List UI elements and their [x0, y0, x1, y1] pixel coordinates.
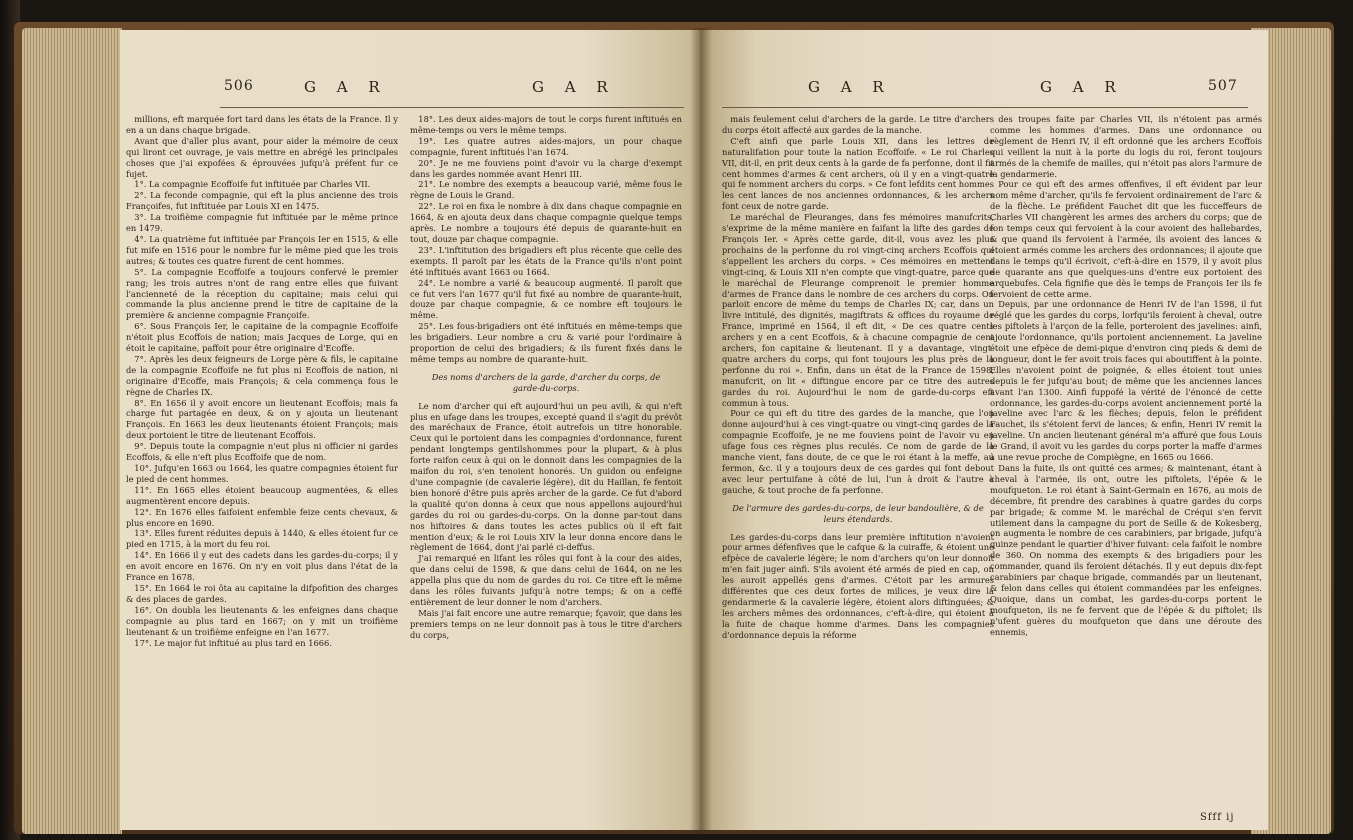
- paragraph: 8°. En 1656 il y avoit encore un lieutenant Ecoffois; mais fa charge fut partagée en deux, & on y ajouta un lieutenant François. En 1663 les deux lieutenants étoient François; mais deux portoient le titre de lieutenant Ecoffois.: [126, 397, 398, 441]
- paragraph: Le maréchal de Fleuranges, dans fes mémoires manufcrits, s'exprime de la même manière en faifant la lifte des gardes de François Ier. « Après cette garde, dit-il, vous avez les plus prochains de la perfonne du roi vingt-cinq archers Ecoffois qui s'appellent les archers du corps. » Ces mémoires en mettent vingt-cinq, & Louis XII n'en compte que vingt-quatre, parce que le maréchal de Fleurange comprenoit le premier homme d'armes de France dans le nombre de ces archers du corps. On parloit encore de même du temps de Charles IX; car, dans un livre intitulé, des dignités, magiftrats & offices du royaume de France, imprimé en 1564, il eft dit, « De ces quatre cents archers y en a cent Ecoffois, & à chacune compagnie de cent archers, fon capitaine & lieutenant. Il y a davantage, vingt-quatre archers du corps, qui font toujours les plus près de la perfonne du roi ». Enfin, dans un état de la France de 1598, manufcrit, on lit « diftingue encore par ce titre des autres gardes du roi. Aujourd'hui le nom de garde-du-corps eft commun à tous.: [722, 212, 994, 408]
- paragraph: 6°. Sous François Ier, le capitaine de la compagnie Ecoffoife n'étoit plus Ecoffois de nation; mais Jacques de Lorge, qui en étoit le capitaine, paffoit pour être originaire d'Ecoffe.: [126, 321, 398, 354]
- paragraph: 17°. Le major fut inftitué au plus tard en 1666.: [134, 637, 332, 648]
- paragraph: Le nom d'archer qui eft aujourd'hui un peu avili, & qui n'eft plus en ufage dans les troupes, excepté quand il s'agit du prévôt des maréchaux de France, étoit autrefois un titre honorable. Ceux qui le portoient dans les compagnies d'ordonnance, furent pendant longtemps gentilshommes pour la plupart, & à plus forte raifon ceux à qui on le donnoit dans les compagnies de la maifon du roi, s'en tenoient honorés. Un guidon ou enfeigne d'une compagnie (de cavalerie légère), dit du Haillan, fe fentoit bien honoré d'être puis après archer de la garde. Ce fut d'abord la qualité qu'on donna à ceux que nous appellons aujourd'hui gardes du roi ou gardes-du-corps. On la donne par-tout dans nos hiftoires & dans toutes les actes publics où il eft fait mention d'eux; & le roi Louis XIV la leur donna encore dans le règlement de 1664, dont j'ai parlé ci-deffus.: [410, 400, 682, 553]
- paragraph: Les gardes-du-corps dans leur première inftitution n'avoient pour armes défenfives que le cafque & la cuiraffe, & étoient une efpèce de cavalerie légère; le nom d'archers qu'on leur donnoit m'en fait juger ainfi. S'ils avoient été armés de pied en cap, on les auroit appellés gens d'armes. C'étoit par les armures différentes que ces deux fortes de milices, je veux dire la gendarmerie & la cavalerie légère, étoient alors diftinguées; & les archers mêmes des ordonnances, c'eft-à-dire, qui étoient à la fuite de chaque homme d'armes. Dans les compagnies d'ordonnance depuis la réforme: [722, 531, 994, 640]
- running-head-left-b: G A R: [532, 78, 616, 96]
- paragraph: mais feulement celui d'archers de la garde. Le titre d'archers du corps étoit affecté aux gardes de la manche.: [722, 114, 994, 135]
- paragraph: 18°. Les deux aides-majors de tout le corps furent inftitués en même-temps ou vers le même temps.: [410, 114, 682, 135]
- paragraph: 1°. La compagnie Ecoffoife fut inftituée par Charles VII.: [134, 179, 371, 190]
- paragraph: 9°. Depuis toute la compagnie n'eut plus ni officier ni gardes Ecoffois, & elle n'eft plus Ecoffoife que de nom.: [126, 441, 398, 463]
- paragraph: Mais j'ai fait encore une autre remarque; fçavoir, que dans les premiers temps on ne leur donnoit pas à tous le titre d'archers du corps,: [410, 607, 682, 640]
- running-head-right-a: G A R: [808, 78, 892, 96]
- right-page: [700, 30, 1268, 830]
- paragraph: 5°. La compagnie Ecoffoife a toujours confervé le premier rang; les trois autres n'ont de rang entre elles que fuivant l'ancienneté de la réception du capitaine; mais celui qui commande la plus ancienne prend le titre de capitaine de la première & ancienne compagnie Françoife.: [126, 266, 398, 321]
- header-rule-right: [722, 107, 1248, 108]
- paragraph: 2°. La feconde compagnie, qui eft la plus ancienne des trois Françoifes, fut inftituée par Louis XI en 1475.: [126, 190, 398, 212]
- paragraph: 21°. Le nombre des exempts a beaucoup varié, même fous le règne de Louis le Grand.: [410, 179, 682, 201]
- paragraph: 16°. On doubla les lieutenants & les enfeignes dans chaque compagnie au plus tard en 1667; on y mit un troifième lieutenant & un troifième enfeigne en l'an 1677.: [126, 604, 398, 637]
- paragraph: Avant que d'aller plus avant, pour aider la mémoire de ceux qui liront cet ouvrage, je vais mettre en abrégé les principales choses que j'ai expofées & éprouvées jufqu'à préfent fur ce fujet.: [126, 135, 398, 179]
- paragraph: J'ai remarqué en lifant les rôles qui font à la cour des aides, que dans celui de 1598, & que dans celui de 1644, on ne les appella plus que du nom de gardes du roi. Ce titre eft le même dans les rôles fuivants jufqu'à notre temps; & on a ceffé entièrement de leur donner le nom d'archers.: [410, 553, 682, 607]
- paragraph: 4°. La quatrième fut inftituée par François Ier en 1515, & elle fut mife en 1516 pour le nombre fur le même pied que les trois autres; & toutes ces quatre furent de cent hommes.: [126, 233, 398, 266]
- catchword: Sfff ij: [1200, 812, 1235, 823]
- left-column-1: [126, 114, 398, 822]
- paragraph: De l'armure des gardes-du-corps, de leur bandoulière, & de leurs étendards.: [732, 502, 984, 524]
- paragraph: des troupes faite par Charles VII, ils n'étoient pas armés comme les hommes d'armes. Dans une ordonnance ou règlement de Henri IV, il eft ordonné que les archers Ecoffois qui veillent la nuit à la porte du logis du roi, feront toujours armés de la chemife de mailles, qui n'étoit pas alors l'armure de la gendarmerie.: [990, 114, 1262, 179]
- paragraph: 22°. Le roi en fixa le nombre à dix dans chaque compagnie en 1664, & en ajouta deux dans chaque compagnie quelque temps après. Le nombre a toujours été depuis de quarante-huit en tout, douze par chaque compagnie.: [410, 201, 682, 244]
- right-column-1: [722, 114, 994, 822]
- paragraph: Pour ce qui eft des armes offenfives, il eft évident par leur nom même d'archer, qu'ils fe fervoient ordinairement de l'arc & de la flèche. Le préfident Fauchet dit que les fucceffeurs de Charles VII changèrent les armes des archers du corps; que de fon temps ceux qui fervoient à la cour avoient des hallebardes, & que quand ils fervoient à l'armée, ils avoient des lances & étoient armés comme les archers des ordonnances; il ajoute que dans le temps qu'il écrivoit, c'eft-à-dire en 1579, il y avoit plus de quarante ans que quelques-uns d'entre eux portoient des arquebufes. Cela fignifie que dès le temps de François Ier ils fe fervoient de cette arme.: [990, 179, 1262, 299]
- running-head-right-b: G A R: [1040, 78, 1124, 96]
- left-column-2: [410, 114, 682, 822]
- paragraph: Dans la fuite, ils ont quitté ces armes; & maintenant, étant à cheval à l'armée, ils ont, outre les piftolets, l'épée & le moufqueton. Le roi étant à Saint-Germain en 1676, au mois de décembre, fit prendre des carabines à quatre gardes du corps par brigade; & comme M. le maréchal de Créqui s'en fervit utilement dans la campagne du port de Seille & de Kokesberg, on augmenta le nombre de ces carabiniers, par brigade, jufqu'à quinze pendant le quartier d'hiver fuivant: cela faifoit le nombre de 360. On nomma des exempts & des brigadiers pour les commander, quand ils feroient détachés. Il y eut depuis dix-fept carabiniers par chaque brigade, commandés par un lieutenant, & felon dans celles qui étoient commandées par les enfeignes. Quoique, dans un combat, les gardes-du-corps portent le moufqueton, ils ne fe fervent que de l'épée & du piftolet; ils n'ufent guères du moufqueton que dans une déroute des ennemis,: [990, 463, 1262, 637]
- left-page-stack: [22, 28, 122, 834]
- paragraph: 14°. En 1666 il y eut des cadets dans les gardes-du-corps; il y en avoit encore en 1676. On n'y en voit plus dans l'état de la France en 1678.: [126, 550, 398, 583]
- paragraph: 19°. Les quatre autres aides-majors, un pour chaque compagnie, furent inftitués l'an 1674.: [410, 135, 682, 157]
- paragraph: 12°. En 1676 elles faifoient enfemble feize cents chevaux, & plus encore en 1690.: [126, 506, 398, 528]
- paragraph: 13°. Elles furent réduites depuis à 1440, & elles étoient fur ce pied en 1715, à la mort du feu roi.: [126, 528, 398, 550]
- paragraph: 23°. L'inftitution des brigadiers eft plus récente que celle des exempts. Il paroît par les états de la France qu'ils n'ont point été inftitués avant 1663 ou 1664.: [410, 244, 682, 277]
- page-number-left: 506: [224, 78, 254, 94]
- paragraph: millions, eft marquée fort tard dans les états de la France. Il y en a un dans chaque brigade.: [126, 114, 398, 135]
- paragraph: 25°. Les fous-brigadiers ont été inftitués en même-temps que les brigadiers. Leur nombre a cru & varié pour l'ordinaire à proportion de celui des brigadiers; & ils furent fixés dans le même temps au nombre de quarante-huit.: [410, 321, 682, 364]
- running-head-left-a: G A R: [304, 78, 388, 96]
- paragraph: C'eft ainfi que parle Louis XII, dans les lettres de naturalifation pour toute la nation Ecoffoife. « Le roi Charles VII, dit-il, en prit deux cents à la garde de fa perfonne, dont il fit cent hommes d'armes & cent archers, où il y en a vingt-quatre qui fe nomment archers du corps. » Ce font lefdits cent hommes les cent lances de nos anciennes ordonnances, & les archers font ceux de notre garde.: [722, 135, 994, 212]
- paragraph: Des noms d'archers de la garde, d'archer du corps, de garde-du-corps.: [431, 371, 661, 393]
- left-page: [120, 30, 700, 830]
- right-column-2: [990, 114, 1262, 822]
- paragraph: 20°. Je ne me fouviens point d'avoir vu la charge d'exempt dans les gardes nommée avant Henri III.: [410, 157, 682, 179]
- paragraph: 7°. Après les deux feigneurs de Lorge père & fils, le capitaine de la compagnie Ecoffoife ne fut plus ni Ecoffois de nation, ni originaire d'Ecoffe, mais François; & cela commença fous le règne de Charles IX.: [126, 353, 398, 397]
- header-rule-left: [220, 107, 684, 108]
- paragraph: 3°. La troifième compagnie fut inftituée par le même prince en 1479.: [126, 212, 398, 234]
- paragraph: Depuis, par une ordonnance de Henri IV de l'an 1598, il fut réglé que les gardes du corps, lorfqu'ils feroient à cheval, outre les piftolets à l'arçon de la felle, porteroient des javelines: ainfi, ajoute l'ordonnance, qu'ils portoient anciennement. La javeline étoit une efpèce de demi-pique d'environ cinq pieds & demi de longueur, dont le fer avoit trois faces qui aboutiffent à la pointe. Elles n'avoient point de poignée, & elles étoient tout unies depuis le fer jufqu'au bout; de même que les anciennes lances avant l'an 1300. Ainfi fuppofé la vérité de l'énoncé de cette ordonnance, les gardes-du-corps avoient anciennement porté la javeline avec l'arc & les flèches; depuis, felon le préfident Fauchet, ils s'étoient fervi de lances; & enfin, Henri IV remit la javeline. Un ancien lieutenant général m'a affuré que fous Louis le Grand, il avoit vu les gardes du corps porter la maffe d'armes à une revue proche de Compiègne, en 1665 ou 1666.: [990, 299, 1262, 463]
- paragraph: 24°. Le nombre a varié & beaucoup augmenté. Il paroît que ce fut vers l'an 1677 qu'il fut fixé au nombre de quarante-huit, douze par chaque compagnie, & ce nombre eft toujours le même.: [410, 277, 682, 321]
- paragraph: 11°. En 1665 elles étoient beaucoup augmentées, & elles augmentèrent encore depuis.: [126, 484, 398, 506]
- paragraph: Pour ce qui eft du titre des gardes de la manche, que l'on donne aujourd'hui à ces vingt-quatre ou vingt-cinq gardes de la compagnie Ecoffoife, je ne me fouviens point de l'avoir vu en ufage fous ces règnes plus reculés. Ce nom de garde de la manche vient, fans doute, de ce que le roi étant à la meffe, au fermon, &c. il y a toujours deux de ces gardes qui font debout avec leur pertuifane à côté de lui, l'un à droit & l'autre à gauche, & tout proche de fa perfonne.: [722, 408, 994, 495]
- paragraph: 15°. En 1664 le roi ôta au capitaine la difpofition des charges & des places de gardes.: [126, 582, 398, 604]
- page-number-right: 507: [1208, 78, 1238, 94]
- paragraph: 10°. Jufqu'en 1663 ou 1664, les quatre compagnies étoient fur le pied de cent hommes.: [126, 463, 398, 484]
